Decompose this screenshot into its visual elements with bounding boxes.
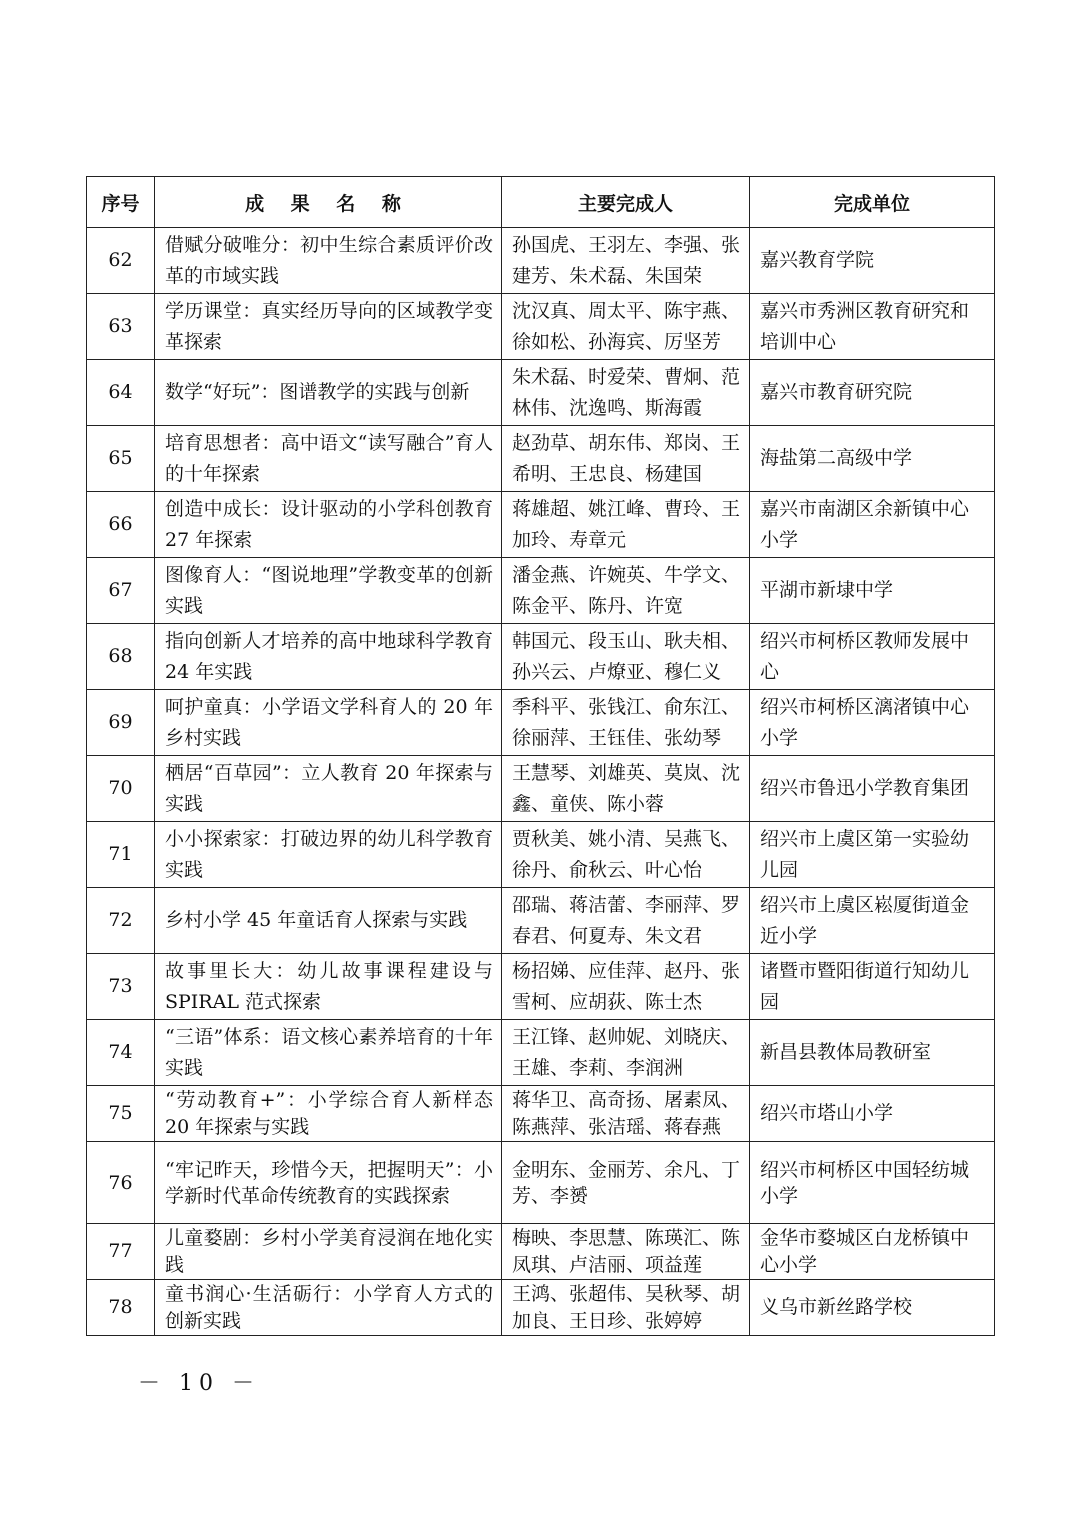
row-unit: 新昌县教体局教研室 [750,1020,995,1086]
table-row [87,1086,995,1142]
table-row [87,1224,995,1280]
row-name: 儿童婺剧：乡村小学美育浸润在地化实践 [155,1224,502,1280]
table-row [87,954,995,1020]
row-no: 72 [87,888,155,954]
row-name: 图像育人：“图说地理”学教变革的创新实践 [155,558,502,624]
row-no: 75 [87,1086,155,1142]
table-header-row [87,177,995,228]
row-name: “劳动教育+”：小学综合育人新样态 20 年探索与实践 [155,1086,502,1142]
row-no: 70 [87,756,155,822]
row-people: 潘金燕、许婉英、牛学文、陈金平、陈丹、许宽 [502,558,750,624]
row-people: 孙国虎、王羽左、李强、张建芳、朱术磊、朱国荣 [502,228,750,294]
row-unit: 绍兴市鲁迅小学教育集团 [750,756,995,822]
table-row [87,888,995,954]
row-name: 栖居“百草园”：立人教育 20 年探索与实践 [155,756,502,822]
row-unit: 绍兴市柯桥区教师发展中心 [750,624,995,690]
row-no: 65 [87,426,155,492]
table-row [87,1280,995,1336]
row-unit: 绍兴市柯桥区中国轻纺城小学 [750,1142,995,1224]
row-people: 蒋华卫、高奇扬、屠素凤、陈燕萍、张洁瑶、蒋春燕 [502,1086,750,1142]
header-no: 序号 [87,177,155,228]
row-name: 呵护童真：小学语文学科育人的 20 年乡村实践 [155,690,502,756]
row-unit: 绍兴市上虞区崧厦街道金近小学 [750,888,995,954]
row-name: 学历课堂：真实经历导向的区域教学变革探索 [155,294,502,360]
row-name: 借赋分破唯分：初中生综合素质评价改革的市域实践 [155,228,502,294]
row-name: 乡村小学 45 年童话育人探索与实践 [155,888,502,954]
table-row [87,426,995,492]
table-row [87,1020,995,1086]
row-people: 韩国元、段玉山、耿夫相、孙兴云、卢燎亚、穆仁义 [502,624,750,690]
table-row [87,228,995,294]
row-name: “三语”体系：语文核心素养培育的十年实践 [155,1020,502,1086]
row-no: 76 [87,1142,155,1224]
row-unit: 绍兴市塔山小学 [750,1086,995,1142]
row-name: 故事里长大：幼儿故事课程建设与 SPIRAL 范式探索 [155,954,502,1020]
row-name: “牢记昨天，珍惜今天，把握明天”：小学新时代革命传统教育的实践探索 [155,1142,502,1224]
row-unit: 金华市婺城区白龙桥镇中心小学 [750,1224,995,1280]
row-unit: 海盐第二高级中学 [750,426,995,492]
table-row [87,624,995,690]
row-no: 64 [87,360,155,426]
table-row [87,756,995,822]
row-people: 蒋雄超、姚江峰、曹玲、王加玲、寿章元 [502,492,750,558]
row-people: 邵瑞、蒋洁蕾、李丽萍、罗春君、何夏寿、朱文君 [502,888,750,954]
row-people: 朱术磊、时爱荣、曹炯、范林伟、沈逸鸣、斯海霞 [502,360,750,426]
header-name: 成 果 名 称 [155,177,502,228]
row-people: 王慧琴、刘雄英、莫岚、沈鑫、童侠、陈小蓉 [502,756,750,822]
row-people: 梅映、李思慧、陈瑛汇、陈凤琪、卢洁丽、项益莲 [502,1224,750,1280]
row-no: 73 [87,954,155,1020]
row-no: 71 [87,822,155,888]
table-row [87,690,995,756]
table-row [87,1142,995,1224]
row-no: 78 [87,1280,155,1336]
header-unit: 完成单位 [750,177,995,228]
row-name: 培育思想者：高中语文“读写融合”育人的十年探索 [155,426,502,492]
row-unit: 嘉兴市教育研究院 [750,360,995,426]
row-name: 数学“好玩”：图谱教学的实践与创新 [155,360,502,426]
row-no: 63 [87,294,155,360]
row-no: 77 [87,1224,155,1280]
header-people: 主要完成人 [502,177,750,228]
row-unit: 绍兴市柯桥区漓渚镇中心小学 [750,690,995,756]
row-name: 童书润心·生活砺行：小学育人方式的创新实践 [155,1280,502,1336]
table-row [87,822,995,888]
row-name: 小小探索家：打破边界的幼儿科学教育实践 [155,822,502,888]
row-name: 创造中成长：设计驱动的小学科创教育 27 年探索 [155,492,502,558]
table-row [87,492,995,558]
page-number: － 10 － [138,1371,260,1396]
achievement-table [86,176,995,1336]
row-no: 67 [87,558,155,624]
row-no: 69 [87,690,155,756]
row-people: 王江锋、赵帅妮、刘晓庆、王雄、李莉、李润洲 [502,1020,750,1086]
row-no: 62 [87,228,155,294]
row-no: 68 [87,624,155,690]
row-people: 金明东、金丽芳、余凡、丁芳、李赟 [502,1142,750,1224]
row-people: 贾秋美、姚小清、吴燕飞、徐丹、俞秋云、叶心怡 [502,822,750,888]
row-unit: 嘉兴市南湖区余新镇中心小学 [750,492,995,558]
row-unit: 嘉兴市秀洲区教育研究和培训中心 [750,294,995,360]
row-unit: 诸暨市暨阳街道行知幼儿园 [750,954,995,1020]
row-no: 66 [87,492,155,558]
row-name: 指向创新人才培养的高中地球科学教育 24 年实践 [155,624,502,690]
row-no: 74 [87,1020,155,1086]
row-unit: 平湖市新埭中学 [750,558,995,624]
row-unit: 绍兴市上虞区第一实验幼儿园 [750,822,995,888]
row-unit: 义乌市新丝路学校 [750,1280,995,1336]
row-people: 杨招娣、应佳萍、赵丹、张雪柯、应胡荻、陈士杰 [502,954,750,1020]
table-row [87,294,995,360]
row-people: 季科平、张钱江、俞东江、徐丽萍、王钰佳、张幼琴 [502,690,750,756]
row-people: 王鸿、张超伟、吴秋琴、胡加良、王日珍、张婷婷 [502,1280,750,1336]
table-row [87,360,995,426]
row-people: 沈汉真、周太平、陈宇燕、徐如松、孙海宾、厉坚芳 [502,294,750,360]
row-people: 赵劲草、胡东伟、郑岗、王希明、王忠良、杨建国 [502,426,750,492]
row-unit: 嘉兴教育学院 [750,228,995,294]
table-row [87,558,995,624]
